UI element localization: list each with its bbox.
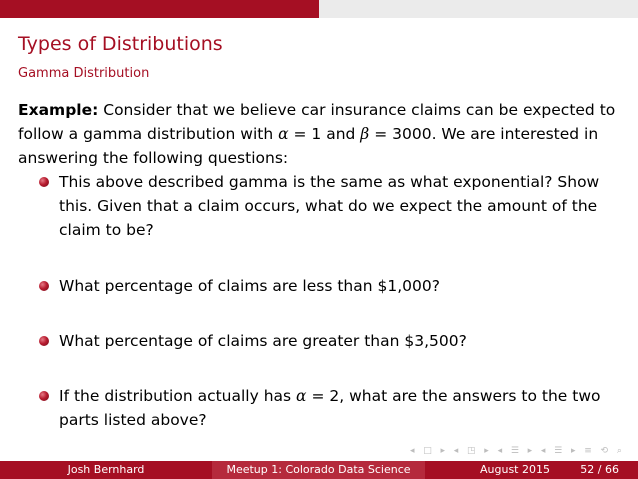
beta-value: = 3000	[369, 125, 432, 143]
nav-subsection-left-icon[interactable]: ◂	[453, 446, 459, 456]
intro-paragraph	[18, 98, 618, 170]
nav-slide-icon[interactable]: ☰	[554, 446, 563, 456]
intro-text-1: Consider that we believe car insurance claims can be expected to follow a gamma distribution with	[18, 101, 616, 143]
footer-bar	[0, 461, 638, 479]
example-label: Example:	[18, 101, 99, 119]
beamer-navigation	[410, 445, 622, 457]
nav-slide-right-icon[interactable]: ▸	[570, 446, 576, 456]
nav-align-icon[interactable]: ≡	[584, 446, 592, 456]
nav-section-left-icon[interactable]: ◂	[497, 446, 503, 456]
alpha-value: = 1	[288, 125, 322, 143]
bullet-icon	[39, 177, 49, 187]
question-text	[59, 387, 601, 429]
footer-right	[425, 461, 638, 479]
nav-subsection-icon[interactable]: ◳	[467, 446, 476, 456]
nav-frame-left-icon[interactable]: ◂	[410, 446, 415, 456]
header-bar-right	[319, 0, 638, 18]
question-text: This above described gamma is the same as what exponential? Show this. Given that a claim occurs, what do we expect the amount of the claim to be?	[59, 173, 600, 239]
footer-talk-title: Meetup 1: Colorado Data Science	[212, 461, 425, 479]
nav-subsection-right-icon[interactable]: ▸	[484, 446, 489, 456]
alpha-symbol: α	[296, 387, 307, 405]
slide-subtitle: Gamma Distribution	[18, 66, 150, 81]
alpha-value: = 2	[306, 387, 340, 405]
question-text: What percentage of claims are greater than $3,500?	[59, 332, 467, 350]
nav-frame-right-icon[interactable]: ▸	[440, 446, 446, 456]
slide-body	[18, 98, 618, 432]
header-bar-left	[0, 0, 319, 18]
bullet-icon	[39, 281, 49, 291]
nav-section-right-icon[interactable]: ▸	[527, 446, 533, 456]
question-text: What percentage of claims are less than $1,000?	[59, 277, 440, 295]
footer-date: August 2015	[480, 463, 550, 476]
intro-text-2: . We are interested in answering the following questions:	[18, 125, 599, 167]
bullet-icon	[39, 391, 49, 401]
slide-title: Types of Distributions	[18, 33, 223, 55]
intro-and: and	[321, 125, 361, 143]
q4-text-2: , what are the answers to the two parts listed above?	[59, 387, 601, 429]
beta-symbol: β	[360, 125, 370, 143]
page-number: 52 / 66	[580, 463, 619, 476]
alpha-symbol: α	[278, 125, 289, 143]
nav-slide-left-icon[interactable]: ◂	[540, 446, 546, 456]
question-list	[18, 170, 618, 432]
nav-search-icon[interactable]: ⌕	[616, 446, 622, 456]
nav-section-icon[interactable]: ☰	[510, 446, 519, 456]
header-bar	[0, 0, 638, 18]
list-item	[18, 274, 618, 298]
list-item	[18, 384, 618, 432]
nav-search-icon[interactable]: ⟲	[600, 446, 609, 456]
footer-author: Josh Bernhard	[0, 461, 212, 479]
list-item	[18, 170, 618, 242]
nav-frame-icon[interactable]: □	[423, 446, 432, 456]
q4-text-1: If the distribution actually has	[59, 387, 297, 405]
list-item	[18, 329, 618, 353]
bullet-icon	[39, 336, 49, 346]
